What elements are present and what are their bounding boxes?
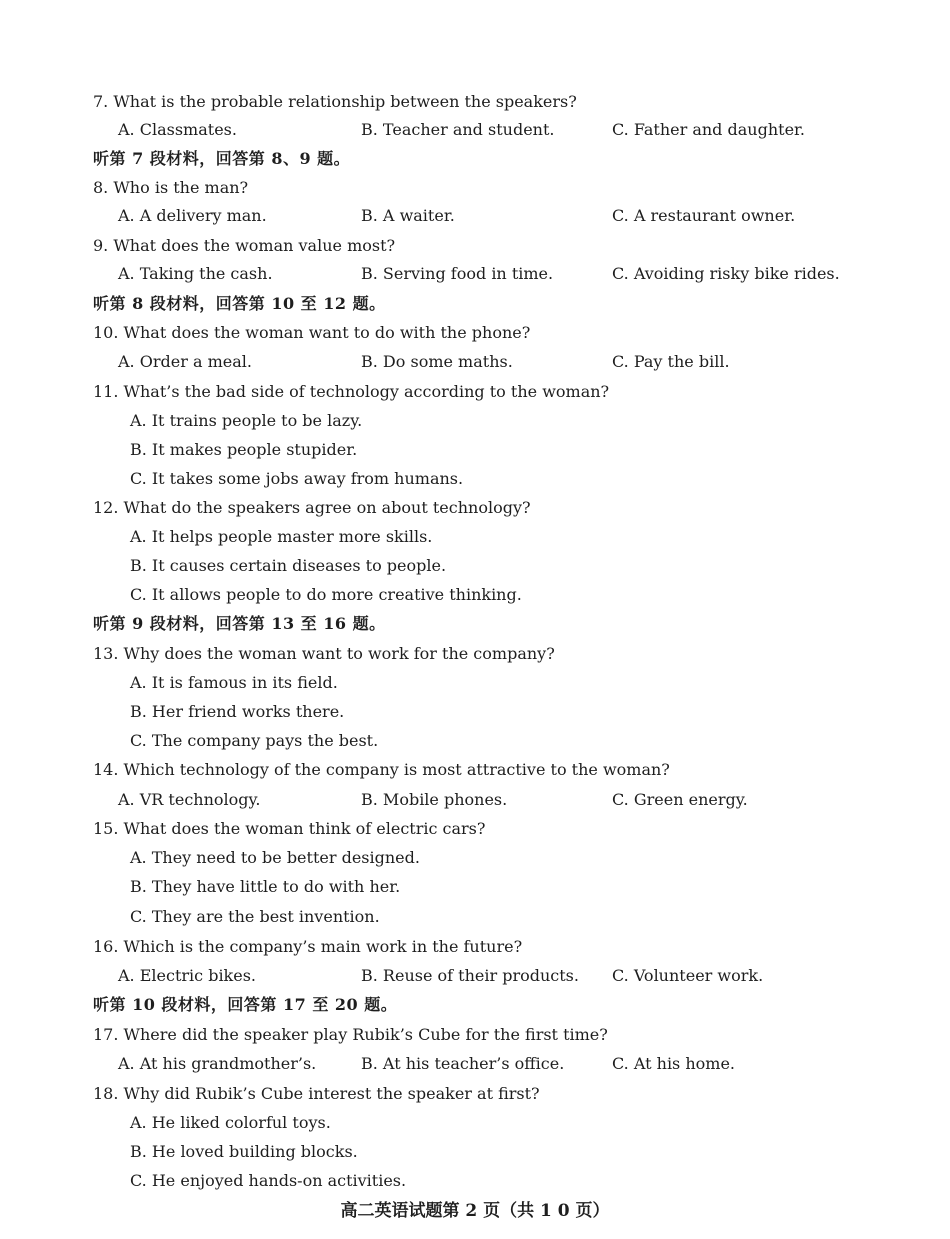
question-17-stem: 17. Where did the speaker play Rubik’s Cube for the first time? [93, 1025, 608, 1044]
question-12-stem: 12. What do the speakers agree on about technology? [93, 498, 531, 517]
question-14-option-a: A. VR technology. [118, 790, 261, 809]
question-13-stem: 13. Why does the woman want to work for the company? [93, 644, 555, 663]
question-18-stem: 18. Why did Rubik’s Cube interest the speaker at first? [93, 1084, 540, 1103]
section-heading-8: 听第 8 段材料，回答第 10 至 12 题。 [93, 294, 386, 313]
question-8-option-c: C. A restaurant owner. [612, 206, 796, 225]
question-18-option-c: C. He enjoyed hands-on activities. [130, 1171, 407, 1190]
question-16-stem: 16. Which is the company’s main work in the future? [93, 937, 523, 956]
question-16-option-a: A. Electric bikes. [118, 966, 257, 985]
section-heading-7: 听第 7 段材料，回答第 8、9 题。 [93, 149, 351, 168]
question-14-options [0, 787, 950, 813]
question-7-stem: 7. What is the probable relationship between the speakers? [93, 92, 577, 111]
question-13-option-c: C. The company pays the best. [130, 731, 379, 750]
page-footer: 高二英语试题第 2 页（共 1 0 页） [340, 1201, 610, 1221]
question-16-options [0, 963, 950, 989]
section-heading-10: 听第 10 段材料，回答第 17 至 20 题。 [93, 995, 398, 1014]
question-12-option-a: A. It helps people master more skills. [130, 527, 433, 546]
question-11-option-b: B. It makes people stupider. [130, 440, 358, 459]
question-7-option-c: C. Father and daughter. [612, 120, 806, 139]
question-15-option-a: A. They need to be better designed. [130, 848, 420, 867]
question-11-stem: 11. What’s the bad side of technology according to the woman? [93, 382, 610, 401]
question-13-option-a: A. It is famous in its field. [130, 673, 338, 692]
question-15-stem: 15. What does the woman think of electric cars? [93, 819, 486, 838]
question-17-options [0, 1051, 950, 1077]
question-15-option-c: C. They are the best invention. [130, 907, 380, 926]
question-10-stem: 10. What does the woman want to do with the phone? [93, 323, 531, 342]
question-8-stem: 8. Who is the man? [93, 178, 249, 197]
question-15-option-b: B. They have little to do with her. [130, 877, 401, 896]
question-14-option-b: B. Mobile phones. [361, 790, 508, 809]
question-7-options [0, 117, 950, 143]
question-12-option-b: B. It causes certain diseases to people. [130, 556, 447, 575]
question-8-option-b: B. A waiter. [361, 206, 455, 225]
question-11-option-a: A. It trains people to be lazy. [130, 411, 363, 430]
section-heading-9: 听第 9 段材料，回答第 13 至 16 题。 [93, 614, 386, 633]
question-7-option-b: B. Teacher and student. [361, 120, 555, 139]
question-10-option-b: B. Do some maths. [361, 352, 513, 371]
question-18-option-a: A. He liked colorful toys. [130, 1113, 331, 1132]
question-9-option-b: B. Serving food in time. [361, 264, 554, 283]
question-7-option-a: A. Classmates. [118, 120, 237, 139]
question-10-option-c: C. Pay the bill. [612, 352, 730, 371]
question-14-option-c: C. Green energy. [612, 790, 748, 809]
question-8-options [0, 203, 950, 229]
question-17-option-c: C. At his home. [612, 1054, 736, 1073]
question-12-option-c: C. It allows people to do more creative thinking. [130, 585, 522, 604]
question-9-options [0, 261, 950, 287]
question-16-option-b: B. Reuse of their products. [361, 966, 579, 985]
question-9-stem: 9. What does the woman value most? [93, 236, 396, 255]
question-9-option-a: A. Taking the cash. [118, 264, 273, 283]
question-13-option-b: B. Her friend works there. [130, 702, 345, 721]
question-9-option-c: C. Avoiding risky bike rides. [612, 264, 840, 283]
question-11-option-c: C. It takes some jobs away from humans. [130, 469, 464, 488]
question-10-options [0, 349, 950, 375]
question-17-option-a: A. At his grandmother’s. [118, 1054, 317, 1073]
question-10-option-a: A. Order a meal. [118, 352, 252, 371]
question-8-option-a: A. A delivery man. [118, 206, 267, 225]
question-17-option-b: B. At his teacher’s office. [361, 1054, 565, 1073]
question-14-stem: 14. Which technology of the company is most attractive to the woman? [93, 760, 670, 779]
question-18-option-b: B. He loved building blocks. [130, 1142, 358, 1161]
question-16-option-c: C. Volunteer work. [612, 966, 764, 985]
